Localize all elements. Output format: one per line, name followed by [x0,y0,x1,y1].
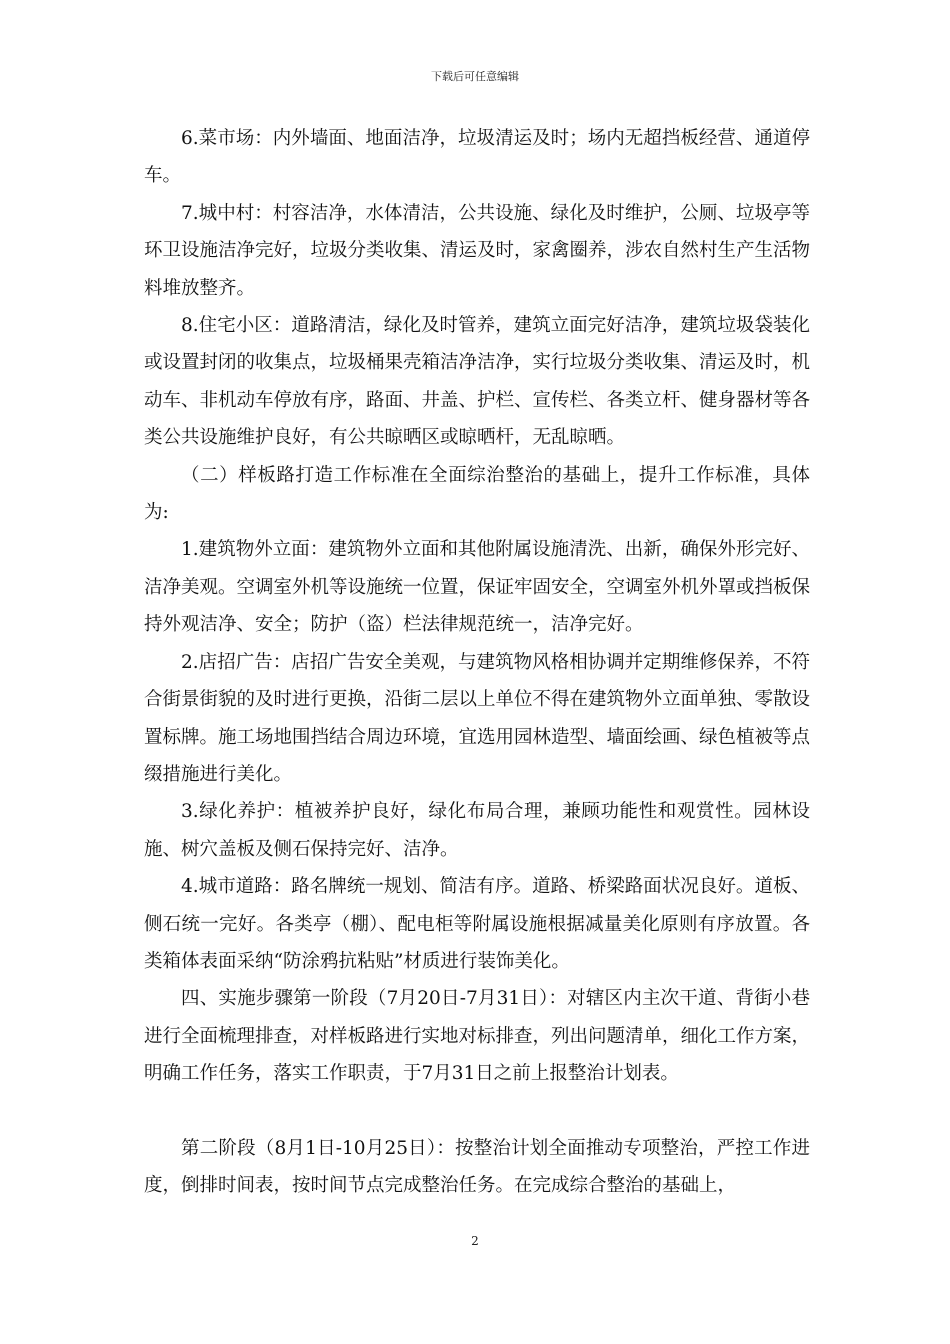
paragraph-greening: 3.绿化养护：植被养护良好，绿化布局合理，兼顾功能性和观赏性。园林设施、树穴盖板及侧石保持完好、洁净。 [144,801,810,860]
paragraph-phase-two: 第二阶段（8月1日-10月25日）：按整治计划全面推动专项整治，严控工作进度，倒排时间表，按时间节点完成整治任务。在完成综合整治的基础上， [144,1137,810,1196]
paragraph-building-facade: 1.建筑物外立面：建筑物外立面和其他附属设施清洗、出新，确保外形完好、洁净美观。空调室外机等设施统一位置，保证牢固安全，空调室外机外罩或挡板保持外观洁净、安全；防护（盗）栏法律规范统一，洁净完好。 [144,539,811,636]
paragraph-city-roads: 4.城市道路：路名牌统一规划、简洁有序。道路、桥梁路面状况良好。道板、侧石统一完好。各类亭（棚）、配电柜等附属设施根据减量美化原则有序放置。各类箱体表面采纳“防涂鸦抗粘贴”材质进行装饰美化。 [144,876,810,972]
paragraph-urban-village: 7.城中村：村容洁净，水体清洁，公共设施、绿化及时维护，公厕、垃圾亭等环卫设施洁净完好，垃圾分类收集、清运及时，家禽圈养，涉农自然村生产生活物料堆放整齐。 [144,202,811,299]
page-number: 2 [471,1234,479,1248]
paragraph-phase-one: 四、实施步骤第一阶段（7月20日-7月31日）：对辖区内主次干道、背街小巷进行全面梳理排查，对样板路进行实地对标排查，列出问题清单，细化工作方案，明确工作任务，落实工作职责，于7月31日之前上报整治计划表。 [144,988,811,1085]
paragraph-residential-community: 8.住宅小区：道路清洁，绿化及时管养，建筑立面完好洁净，建筑垃圾袋装化或设置封闭的收集点，垃圾桶果壳箱洁净洁净，实行垃圾分类收集、清运及时，机动车、非机动车停放有序，路面、井盖、护栏、宣传栏、各类立杆、健身器材等各类公共设施维护良好，有公共晾晒区或晾晒杆，无乱晾晒。 [144,315,811,449]
document-body [144,120,810,1204]
paragraph-model-road-standard: （二）样板路打造工作标准在全面综治整治的基础上，提升工作标准，具体为: [144,464,810,524]
paragraph-vegetable-market: 6.菜市场：内外墙面、地面洁净，垃圾清运及时；场内无超挡板经营、通道停车。 [144,128,810,187]
paragraph-shop-signs: 2.店招广告：店招广告安全美观，与建筑物风格相协调并定期维修保养，不符合街景街貌的及时进行更换，沿街二层以上单位不得在建筑物外立面单独、零散设置标牌。施工场地围挡结合周边环境，宜选用园林造型、墙面绘画、绿色植被等点缀措施进行美化。 [144,651,811,785]
page-header-note: 下载后可任意编辑 [431,70,519,83]
